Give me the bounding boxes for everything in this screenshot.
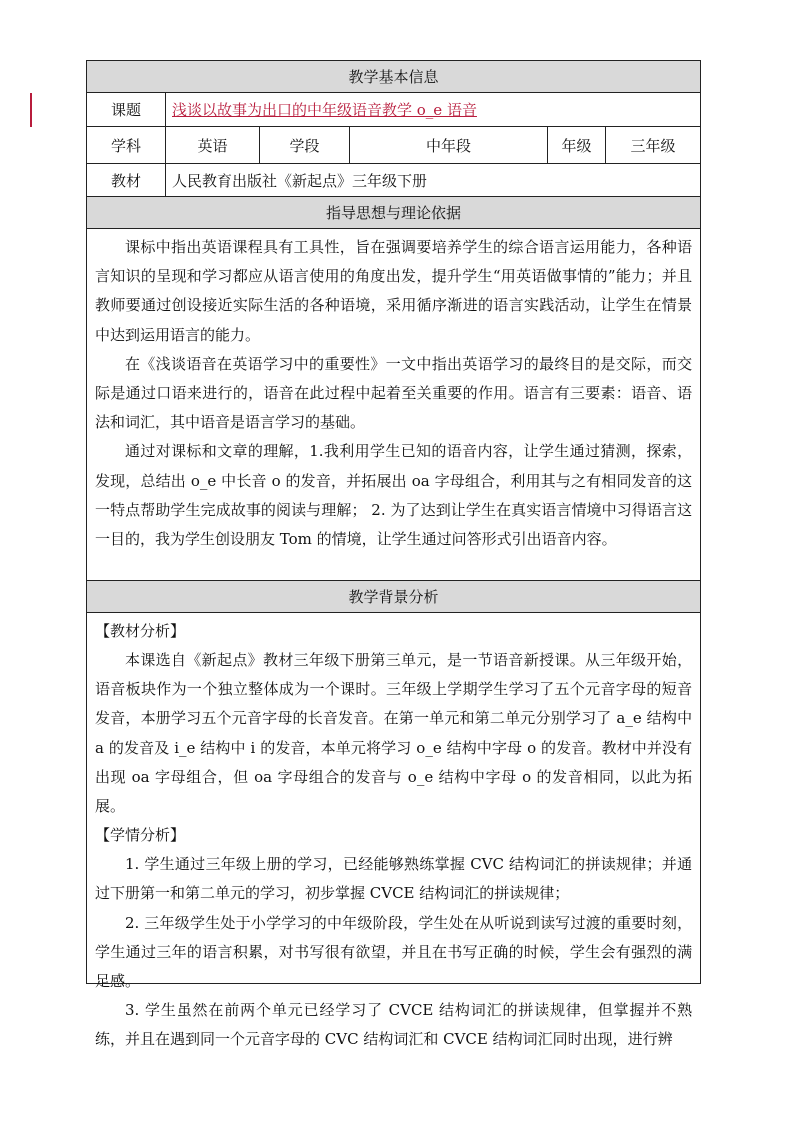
topic-value xyxy=(166,93,701,127)
stage-label: 学段 xyxy=(260,127,350,164)
student-paragraph: 1. 学生通过三年级上册的学习，已经能够熟练掌握 CVC 结构词汇的拼读规律；并通过下册第一和第二单元的学习，初步掌握 CVCE 结构词汇的拼读规律； xyxy=(95,855,693,903)
background-content xyxy=(95,617,693,1049)
lesson-plan-table xyxy=(86,60,701,1049)
subject-value: 英语 xyxy=(166,127,260,164)
grade-value: 三年级 xyxy=(606,127,701,164)
grade-label: 年级 xyxy=(548,127,606,164)
topic-label: 课题 xyxy=(87,93,166,127)
stage-value: 中年段 xyxy=(350,127,548,164)
textbook-label: 教材 xyxy=(87,164,166,197)
subject-label: 学科 xyxy=(87,127,166,164)
background-text xyxy=(87,613,701,1049)
textbook-value: 人民教育出版社《新起点》三年级下册 xyxy=(166,164,701,197)
material-heading: 【教材分析】 xyxy=(95,622,186,640)
student-paragraph: 3. 学生虽然在前两个单元已经学习了 CVCE 结构词汇的拼读规律，但掌握并不熟练，并且在遇到同一个元音字母的 CVC 结构词汇和 CVCE 结构词汇同时出现，进行辨 xyxy=(95,1001,693,1049)
section-background: 教学背景分析 xyxy=(87,581,701,613)
section-guiding: 指导思想与理论依据 xyxy=(87,197,701,229)
margin-marker xyxy=(30,93,32,127)
guiding-text xyxy=(87,229,701,581)
section-basic-info: 教学基本信息 xyxy=(87,61,701,93)
guiding-paragraph: 在《浅谈语音在英语学习中的重要性》一文中指出英语学习的最终目的是交际，而交际是通过口语来进行的，语音在此过程中起着至关重要的作用。语言有三要素：语音、语法和词汇，其中语音是语言学习的基础。 xyxy=(95,354,693,432)
student-paragraph: 2. 三年级学生处于小学学习的中年级阶段，学生处在从听说到读写过渡的重要时刻，学生通过三年的语言积累，对书写很有欲望，并且在书写正确的时候，学生会有强烈的满足感。 xyxy=(95,913,693,991)
guiding-paragraph: 通过对课标和文章的理解，1.我利用学生已知的语音内容，让学生通过猜测，探索，发现，总结出 o_e 中长音 o 的发音，并拓展出 oa 字母组合，利用其与之有相同发音的这一特点帮助学生完成故事的阅读与理解； 2. 为了达到让学生在真实语言情境中习得语言这一目的，我为学生创设朋友 Tom 的情境，让学生通过问答形式引出语音内容。 xyxy=(95,442,693,549)
topic-value-text: 浅谈以故事为出口的中年级语音教学 o_e 语音 xyxy=(172,101,477,119)
guiding-paragraph: 课标中指出英语课程具有工具性，旨在强调要培养学生的综合语言运用能力，各种语言知识的呈现和学习都应从语言使用的角度出发，提升学生“用英语做事情的”能力；并且教师要通过创设接近实际生活的各种语境，采用循序渐进的语言实践活动，让学生在情景中达到运用语言的能力。 xyxy=(95,238,693,344)
material-paragraph: 本课选自《新起点》教材三年级下册第三单元，是一节语音新授课。从三年级开始，语音板块作为一个独立整体成为一个课时。三年级上学期学生学习了五个元音字母的短音发音，本册学习五个元音字母的长音发音。在第一单元和第二单元分别学习了 a_e 结构中 a 的发音及 i_e 结构中 i 的发音，本单元将学习 o_e 结构中字母 o 的发音。教材中并没有出现 oa 字母组合，但 oa 字母组合的发音与 o_e 结构中字母 o 的发音相同，以此为拓展。 xyxy=(95,651,693,816)
student-heading: 【学情分析】 xyxy=(95,826,186,845)
